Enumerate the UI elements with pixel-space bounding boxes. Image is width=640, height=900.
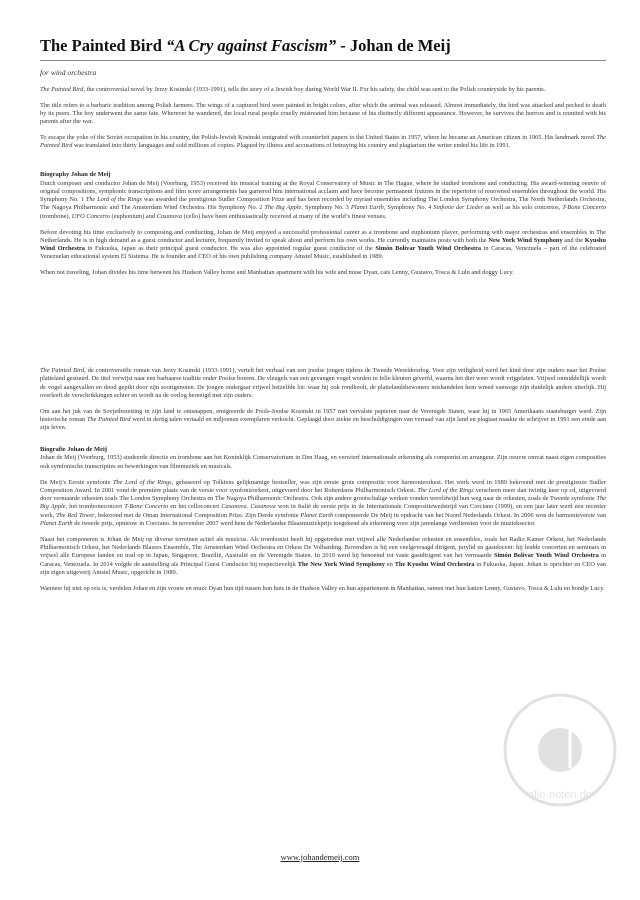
book-title: The Painted Bird: [40, 86, 84, 93]
en-bio-paragraph-3: When not traveling, Johan divides his time between his Hudson Valley home and Manhattan apartment with his wife and muse Dyan, cats Lenny, Gustavo, Tosca & Lulu and doggy Lucy.: [40, 269, 514, 277]
text: verscheen meer dan twintig keer op cd, uitgevoerd door vermaarde orkesten zoals The London Symphony Orchestra en The Nagoya Philharmonic Orchestra. Ook zijn andere grootschalige werken vonden wereldwijd hun weg naar de orkesten, zoals de Tweede symfonie: [40, 486, 606, 503]
title-main: The Painted Bird: [40, 36, 167, 55]
title-author: - Johan de Meij: [336, 36, 451, 55]
text: Before devoting his time exclusively to composing and conducting, Johan de Meij enjoyed a successful professional career as a trombone and euphonium player, performing with major orchestras and ensembles in The Netherlands. He is in high demand as a guest conductor and lecturer, frequently invited to speak about and perform his own works. He currently maintains posts with both the: [40, 228, 606, 244]
text: en: [384, 560, 395, 568]
nl-bio-paragraph-4: Wanneer hij niet op reis is, verdelen Johan en zijn vrouw en muze Dyan hun tijd tussen hun huis in de Hudson Valley en hun appartement in Manhattan, samen met hun katten Lenny, Gustavo, Tosca & Lulu en hondje Lucy.: [40, 584, 605, 592]
text: Dutch composer and conductor Johan de Meij (Voorburg, 1953) received his musical training at the Royal Conservatory of Music in The Hague, where he studied trombone and conducting. His award-winning oeuvre of original compositions, symphonic transcriptions and film score arrangements has garnered him international acclaim and have become permanent fixtures in the repertoire of renowned ensembles throughout the world. His Symphony No. 1: [40, 179, 606, 204]
document-page: [40, 36, 606, 601]
ensemble-name: Kyushu Wind Orchestra: [40, 236, 606, 253]
work-title: T-Bone Concerto: [124, 503, 169, 511]
en-paragraph-2: The title refers to a barbaric tradition among Polish farmers. The wings of a captured bird were painted in bright colors, after which the animal was released. Almost immediately, the bird was attacked and pecked to death by its peers. The boy underwent the same fate. Wherever he wandered, the local rural people cruelly mistreated him because of his distinctly different appearance. However, he survives the horrors and is reunited with his parents after the war.: [40, 101, 606, 126]
document-title: [40, 36, 606, 61]
nl-bio-paragraph-1: Johan de Meij (Voorburg, 1953) studeerde directie en trombone aan het Koninklijk Conservatorium in Den Haag, en verwierf internationale erkenning als componist en arrangeur. Zijn oeuvre omvat naast eigen composities ook symfonische transcripties en bewerkingen van filmmuziek en musicals.: [40, 454, 606, 470]
ensemble-name: The Kyushu Wind Orchestra: [394, 560, 475, 568]
nl-paragraph-1: [40, 367, 606, 400]
nl-paragraph-2: [40, 408, 606, 433]
nl-bio-paragraph-2: [40, 479, 606, 529]
text: in Caracas, Venezuela. In 2014 volgde de aanstelling als Principal Guest Conductor bij respectievelijk: [40, 552, 606, 568]
text: , Symphony No. 4: [383, 204, 434, 212]
website-link[interactable]: www.johandemeij.com: [280, 852, 360, 862]
text: , Symphony No. 3: [301, 204, 351, 212]
text: , gebaseerd op Tolkiens gelijknamige bestseller, was zijn eerste grote compositie voor harmonieorkest. Het werk werd in 1989 bekroond met de prestigieuze Sudler Composition Award. In 2001 vond de première plaats van de versie voor symfonieorkest, uitgevoerd door het Rotterdams Philharmonisch Orkest.: [40, 478, 606, 494]
watermark-logo-icon: [500, 690, 620, 810]
nl-bio-heading: Biografie Johan de Meij: [40, 446, 107, 454]
en-bio-paragraph-2: [40, 229, 606, 262]
work-title: T-Bone Concerto: [562, 204, 607, 212]
text: and the: [562, 236, 585, 244]
watermark-text: alle-noten.de: [528, 789, 592, 801]
work-title: Casanova: [250, 503, 276, 511]
book-title: The Painted Bird: [86, 416, 131, 424]
text: (cello) have been enthusiastically received at many of the world’s finest venues.: [182, 212, 387, 220]
work-title: Casanova: [221, 503, 247, 511]
nl-bio-paragraph-3: [40, 536, 606, 577]
text: To escape the yoke of the Soviet occupation in his country, the Polish-Jewish Kosinski emigrated with counterfeit papers to the United States in 1957, where he became an American citizen in 1965. His landmark novel: [40, 134, 597, 142]
text: , de controversiële roman van Jerzy Kosinski (1933-1991), vertelt het verhaal van een joodse jongen tijdens de Tweede Wereldoorlog. Voor zijn veiligheid werd het kind door zijn ouders naar het Poolse platteland gestuurd. De titel verwijst naar een barbaarse traditie onder Poolse boeren. De vleugels van een gevangen vogel worden in felle kleuren geverfd, waarna het dier weer wordt vrijgelaten. Vrijwel onmiddellijk wordt de vogel aangevallen en dood gepikt door zijn soortgenoten. De jongen ondergaat vrijwel hetzelfde lot: waar hij ook rondkoolt, de plattelandsbewoners mishandelen hem wreed vanwege zijn duidelijk andere uiterlijk. Hij overleeft de verschrikkingen echter en wordt na de oorlog herenigd met zijn ouders.: [40, 367, 606, 399]
en-paragraph-3: [40, 134, 606, 151]
work-title: Planet Earth: [40, 520, 73, 527]
footer: [0, 852, 640, 862]
text: , the controversial novel by Jerzy Kosinski (1933-1991), tells the story of a Jewish boy during World War II. For his safety, the child was sent to the Polish countryside by his parents.: [83, 86, 546, 93]
ensemble-name: Simón Bolívar Youth Wind Orchestra: [493, 552, 599, 560]
work-title: Planet Earth: [350, 204, 384, 212]
work-title: The Lord of the Rings: [112, 478, 172, 486]
ensemble-name: New York Wind Symphony: [488, 236, 563, 244]
work-title: Sinfonie der Lieder: [433, 204, 484, 212]
title-quote: “A Cry against Fascism”: [166, 36, 337, 55]
subtitle: for wind orchestra: [40, 68, 97, 77]
text: (trombone),: [40, 212, 72, 220]
work-title: UFO Concerto: [71, 212, 110, 220]
text: Om aan het juk van de Sovjetbezetting in zijn land te ontsnappen, emigreerde de Pools-Joodse Kosinski in 1957 met vervalste papieren naar de Verenigde Staten, waar hij in 1965 Amerikaans staatsburger werd. Zijn historische roman: [40, 407, 606, 424]
text: Naast het componeren is Johan de Meij op diverse terreinen actief als musicus. Als trombonist heeft hij opgetreden met vrijwel alle Nederlandse orkesten en ensembles, zoals het Radio Kamer Orkest, het Nederlands Philharmonisch Orkest, het Nederlands Blazers Ensemble, The Amsterdam Wind Orchestra en Orkest De Volharding. Bovendien is hij een veelgevraagd dirigent, jurylid en gastdocent: hij leidde concerten en seminars in vrijwel alle Europese landen en trad op in Japan, Singapore, Brazilië, Australië en de Verenigde Staten. In 2010 werd hij benoemd tot vaste gastdirigent van het vermaarde: [40, 535, 606, 560]
text: componeerde De Meij in opdracht van het Noord Nederlands Orkest. In 2006 won de harmonieversie van: [333, 511, 607, 519]
text: in Fukuoka, Japan. Johan is oprichter en CEO van zijn eigen uitgeverij Amstel Music, opgericht in 1989.: [40, 560, 606, 576]
work-title: Planet Earth: [300, 511, 334, 519]
text: in Fukuoka, Japan as their principal guest conductor. He was also appointed regular guest conductor of the: [84, 245, 376, 253]
text: was awarded the prestigious Sudler Composition Prize and has been recorded by myriad ensembles including The London Symphony Orchestra, The North Netherlands Orchestra, The Nagoya Philharmonic and The Amsterdam Wind Orchestra. His Symphony No. 2: [40, 196, 606, 212]
text: (euphonium) and: [109, 212, 157, 220]
text: in Caracas, Venezuela – part of the celebrated Venezuelan educational system El Sistema. He is founder and CEO of his own publishing company Amstel Music, established in 1989.: [40, 245, 607, 261]
text: , het tromboneconcert: [65, 503, 125, 511]
text: .: [246, 503, 251, 511]
en-bio-paragraph-1: [40, 180, 606, 221]
ensemble-name: Simón Bolívar Youth Wind Orchestra: [375, 245, 482, 253]
work-title: The Big Apple: [264, 204, 302, 212]
book-title: The Painted Bird: [40, 134, 606, 150]
text: en het celloconcert: [168, 503, 222, 511]
work-title: Casanova: [156, 212, 183, 220]
en-paragraph-1: [40, 86, 606, 94]
work-title: The Big Apple: [40, 495, 606, 511]
text: De Meij’s Eerste symfonie: [40, 478, 113, 486]
en-bio-heading: Biography Johan de Meij: [40, 171, 111, 179]
text: , bekroond met de Oman International Composition Prize. Zijn Derde symfonie: [94, 511, 301, 519]
text: was translated into thirty languages and sold millions of copies. Plagued by illness and accusations of betraying his country and plagiarism the writer ended his life in 1991.: [72, 142, 511, 150]
text: as well as his solo concertos,: [483, 204, 563, 212]
ensemble-name: The New York Wind Symphony: [297, 560, 385, 568]
book-title: The Painted Bird: [40, 367, 85, 375]
text: de tweede prijs, opnieuw in Corciano. In november 2007 werd hem de Nederlandse Blaasmuziekprijs toegekend als erkenning voor zijn jarenlange verdiensten voor de muzieksector.: [72, 520, 536, 527]
text: won in Italië de eerste prijs in de Internationale Compositiewedstrijd van Corciano (1999), en een jaar later werd een recenter werk,: [40, 503, 607, 519]
work-title: The Red Tower: [56, 511, 95, 519]
work-title: The Lord of the Rings: [417, 486, 474, 494]
text: werd in dertig talen vertaald en miljoenen exemplaren verkocht. Geplaagd door ziekte en beschuldigingen van verraad van zijn land en plagiaat maakte de schrijver in 1991 een einde aan zijn leven.: [40, 416, 606, 432]
work-title: The Lord of the Rings: [85, 196, 143, 204]
